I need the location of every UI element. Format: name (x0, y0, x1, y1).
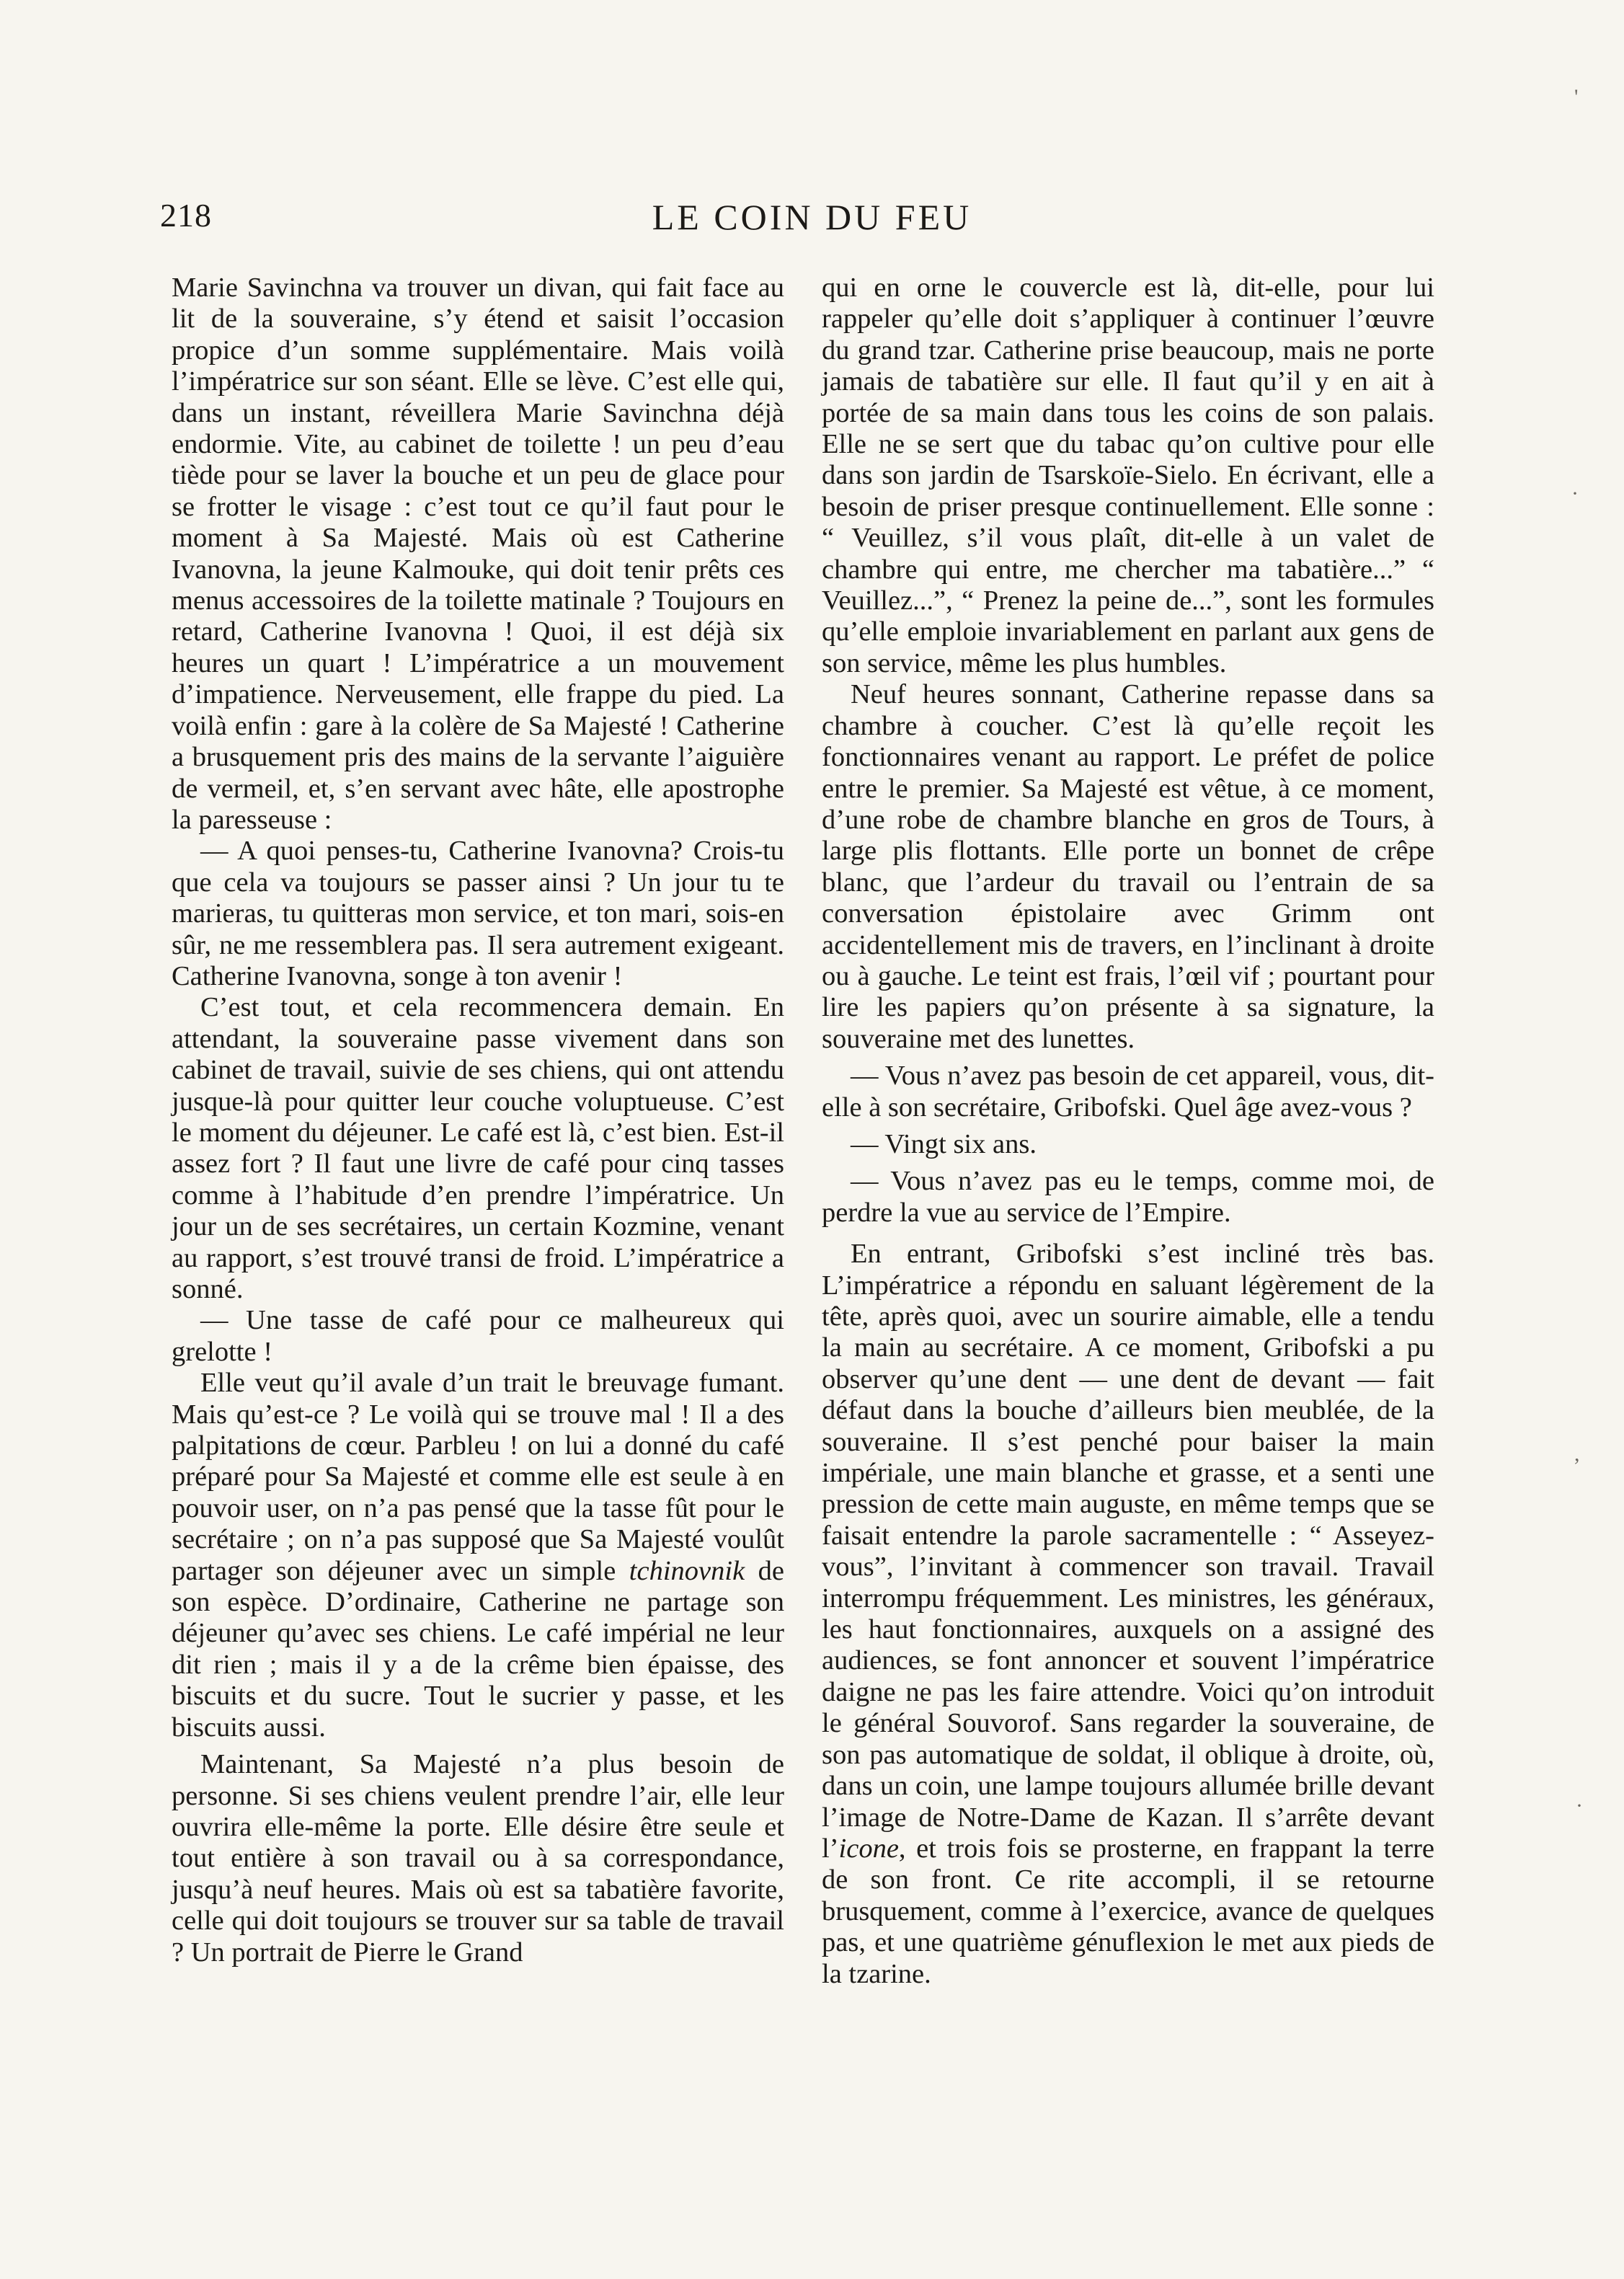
margin-speck: , (1574, 1442, 1580, 1466)
left-text-column (172, 273, 784, 1968)
running-title: LE COIN DU FEU (652, 197, 972, 237)
right-text-column (822, 273, 1434, 1990)
margin-speck: · (1576, 1794, 1583, 1818)
paragraph: — A quoi penses-tu, Catherine Ivanovna? Crois-tu que cela va toujours se passer ainsi ? Un jour tu te marieras, tu quitteras mon service, et ton mari, sois-en sûr, ne me ressemblera pas. Il sera autrement exigeant. Catherine Ivanovna, songe à ton avenir ! (172, 836, 784, 991)
paragraph (822, 1239, 1434, 1990)
paragraph: C’est tout, et cela recommencera demain. En attendant, la souveraine passe vivement dans son cabinet de travail, suivie de ses chiens, qui ont attendu jusque-là pour quitter leur couche voluptueuse. C’est le moment du déjeuner. Le café est là, c’est bien. Est-il assez fort ? Il faut une livre de café pour cinq tasses comme à l’habitude d’en prendre l’impératrice. Un jour un de ses secrétaires, un certain Kozmine, venant au rapport, s’est trouvé transi de froid. L’impératrice a sonné. (172, 992, 784, 1304)
italic-term: tchinovnik (629, 1555, 745, 1586)
margin-speck: ' (1574, 85, 1579, 109)
paragraph: Neuf heures sonnant, Catherine repasse dans sa chambre à coucher. C’est là qu’elle reçoit les fonctionnaires venant au rapport. Le préfet de police entre le premier. Sa Majesté est vêtue, à ce moment, d’une robe de chambre blanche en gros de Tours, à large plis flottants. Elle porte un bonnet de crêpe blanc, que l’ardeur du travail ou l’entrain de sa conversation épistolaire avec Grimm ont accidentellement mis de travers, en l’inclinant à droite ou à gauche. Le teint est frais, l’œil vif ; pourtant pour lire les papiers qu’on présente à sa signature, la souveraine met des lunettes. (822, 679, 1434, 1054)
paragraph: — Vingt six ans. (851, 1128, 1037, 1159)
paragraph: Maintenant, Sa Majesté n’a plus besoin de personne. Si ses chiens veulent prendre l’air, elle leur ouvrira elle-même la porte. Elle désire être seule et tout entière à son travail ou à sa correspondance, jusqu’à neuf heures. Mais où est sa tabatière favorite, celle qui doit toujours se trouver sur sa table de travail ? Un portrait de Pierre le Grand (172, 1749, 784, 1968)
italic-term: icone (838, 1833, 899, 1864)
paragraph-text: Elle veut qu’il avale d’un trait le breuvage fumant. Mais qu’est-ce ? Le voilà qui se trouve mal ! Il a des palpitations de cœur. Parbleu ! on lui a donné du café préparé pour Sa Majesté et comme elle est seule à en pouvoir user, on n’a pas pensé que la tasse fût pour le secrétaire ; on n’a pas supposé que Sa Majesté voulût partager son déjeuner avec un simple (172, 1368, 784, 1586)
paragraph-text: , et trois fois se prosterne, en frappant la terre de son front. Ce rite accompli, il se retourne brusquement, comme à l’exercice, avance de quelques pas, et une quatrième génuflexion le met aux pieds de la tzarine. (822, 1833, 1434, 1989)
paragraph: — Vous n’avez pas eu le temps, comme moi, de perdre la vue au service de l’Empire. (822, 1166, 1434, 1228)
paragraph-text: de son espèce. D’ordinaire, Catherine ne partage son déjeuner qu’avec ses chiens. Le café impérial ne leur dit rien ; mais il y a de la crême bien épaisse, des biscuits et du sucre. Tout le sucrier y passe, et les biscuits aussi. (172, 1555, 784, 1743)
paragraph: Marie Savinchna va trouver un divan, qui fait face au lit de la souveraine, s’y étend et saisit l’occasion propice d’un somme supplémentaire. Mais voilà l’impératrice sur son séant. Elle se lève. C’est elle qui, dans un instant, réveillera Marie Savinchna déjà endormie. Vite, au cabinet de toilette ! un peu d’eau tiède pour se laver la bouche et un peu de glace pour se frotter le visage : c’est tout ce qu’il faut pour le moment à Sa Majesté. Mais où est Catherine Ivanovna, la jeune Kalmouke, qui doit tenir prêts ces menus accessoires de la toilette matinale ? Toujours en retard, Catherine Ivanovna ! Quoi, il est déjà six heures un quart ! L’impératrice a un mouvement d’impatience. Nerveusement, elle frappe du pied. La voilà enfin : gare à la colère de Sa Majesté ! Catherine a brusquement pris des mains de la servante l’aiguière de vermeil, et, s’en servant avec hâte, elle apostrophe la paresseuse : (172, 273, 784, 835)
paragraph: — Une tasse de café pour ce malheureux qui grelotte ! (172, 1305, 784, 1367)
paragraph: — Vous n’avez pas besoin de cet appareil, vous, dit-elle à son secrétaire, Gribofski. Quel âge avez-vous ? (822, 1061, 1434, 1123)
paragraph: qui en orne le couvercle est là, dit-elle, pour lui rappeler qu’elle doit s’appliquer à continuer l’œuvre du grand tzar. Catherine prise beaucoup, mais ne porte jamais de tabatière sur elle. Il faut qu’il y en ait à portée de sa main dans tous les coins de son palais. Elle ne se sert que du tabac qu’on cultive pour elle dans son jardin de Tsarskoïe-Sielo. En écrivant, elle a besoin de priser presque continuellement. Elle sonne : “ Veuillez, s’il vous plaît, dit-elle à un valet de chambre qui entre, me chercher ma tabatière...” “ Veuillez...”, “ Prenez la peine de...”, sont les formules qu’elle emploie invariablement en parlant aux gens de son service, même les plus humbles. (822, 273, 1434, 678)
paragraph-text: En entrant, Gribofski s’est incliné très bas. L’impératrice a répondu en saluant légèrement de la tête, après quoi, avec un sourire aimable, elle a tendu la main au secrétaire. A ce moment, Gribofski a pu observer qu’une dent — une dent de devant — fait défaut dans la bouche d’ailleurs bien meublée, de la souveraine. Il s’est penché pour baiser la main impériale, une main blanche et grasse, et a senti une pression de cette main auguste, en même temps que se faisait entendre la parole sacramentelle : “ Asseyez-vous”, l’invitant à commencer son travail. Travail interrompu fréquemment. Les ministres, les généraux, les haut fonctionnaires, auxquels on a assigné des audiences, se font annoncer et souvent l’impératrice daigne ne pas les faire attendre. Voici qu’on introduit le général Souvorof. Sans regarder la souveraine, de son pas automatique de soldat, il oblique à droite, où, dans un coin, une lampe toujours allumée brille devant l’image de Notre-Dame de Kazan. Il s’arrête devant l’ (822, 1239, 1434, 1864)
paragraph (172, 1368, 784, 1743)
margin-speck: · (1571, 482, 1579, 505)
page-number: 218 (160, 197, 212, 234)
